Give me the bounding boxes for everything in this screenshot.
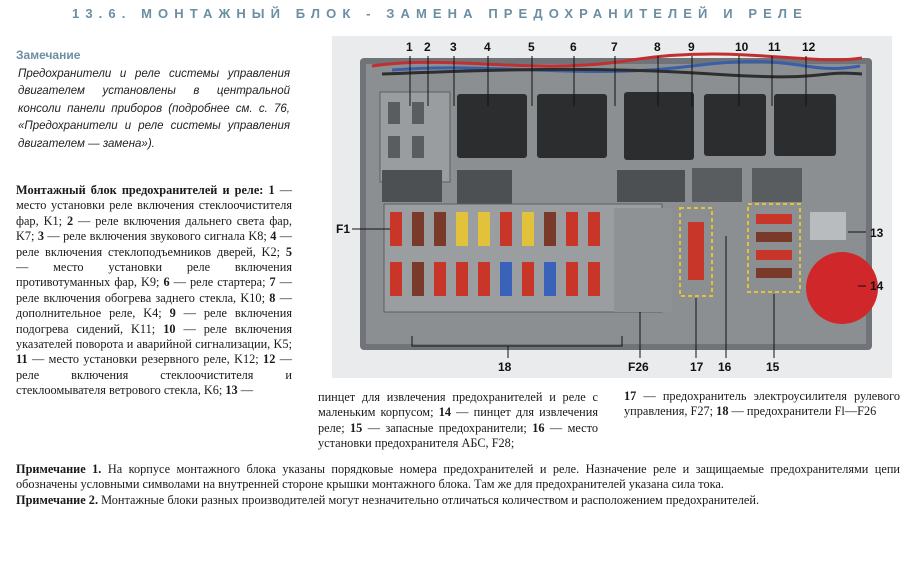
label-f1: F1	[336, 222, 351, 236]
label-f26: F26	[628, 360, 649, 374]
caption-item-2: 2 — реле включения дальнего света фар, K7;	[16, 213, 292, 244]
relay-6	[537, 94, 607, 158]
caption-column-1	[16, 183, 292, 399]
fuse-bottom-8	[544, 262, 556, 296]
label-17: 17	[690, 360, 704, 374]
caption-item-13-num: 13 —	[225, 383, 254, 398]
fuse-top-5	[478, 212, 490, 246]
label-13: 13	[870, 226, 884, 240]
caption-title: Монтажный блок предохранителей и реле:	[16, 183, 264, 197]
section-header: 13.6. МОНТАЖНЫЙ БЛОК - ЗАМЕНА ПРЕДОХРАНИТЕЛЕЙ И РЕЛЕ	[72, 6, 808, 21]
label-6: 6	[570, 40, 577, 54]
label-12: 12	[802, 40, 816, 54]
note-1: Примечание 1. На корпусе монтажного блока указаны порядковые номера предохранителей и реле. Назначение реле и защищаемые предохранителями цепи обозначены условными символами на внутренней стороне крышки монтажного блока. Там же для предохранителей указана сила тока.	[16, 462, 901, 492]
relay-3-block	[382, 170, 442, 202]
caption-item-8: 8 — дополнительное реле, K4;	[16, 290, 293, 321]
label-10: 10	[735, 40, 749, 54]
fuse-top-2	[412, 212, 424, 246]
fuse-top-9	[566, 212, 578, 246]
label-4: 4	[484, 40, 491, 54]
label-18: 18	[498, 360, 512, 374]
tweezers-13	[810, 212, 846, 240]
fuse-top-6	[500, 212, 512, 246]
label-3: 3	[450, 40, 457, 54]
label-7: 7	[611, 40, 618, 54]
fuse-bottom-9	[566, 262, 578, 296]
caption-item-15: 15 — запасные предохранители;	[350, 420, 527, 435]
tweezers-14	[806, 252, 878, 324]
fuse-top-8	[544, 212, 556, 246]
fuse-top-3	[434, 212, 446, 246]
caption-item-14: 14 — пинцет для извлечения реле;	[318, 405, 599, 435]
caption-item-18: 18 — предохранители Fl—F26	[716, 404, 877, 419]
caption-item-1: 1 — место установки реле включения стеклоочистителя фар, K1;	[16, 183, 293, 228]
note-body: Предохранители и реле системы управления двигателем установлены в центральной консоли панели приборов (подробнее см. с. 76, «Предохранители и реле системы управления двигателем — замена»).	[18, 68, 290, 150]
label-16: 16	[718, 360, 732, 374]
fuse-top-10	[588, 212, 600, 246]
caption-item-7: 7 — реле включения обогрева заднего стекла, K10;	[16, 275, 293, 305]
note-title: Замечание	[16, 48, 81, 62]
fuse-bottom-4	[456, 262, 468, 296]
relay-12	[774, 94, 836, 156]
caption-item-13-text: пинцет для извлечения предохранителей и реле с маленьким корпусом;	[318, 390, 598, 420]
relay-10	[704, 94, 766, 156]
caption-item-3: 3 — реле включения звукового сигнала K8;	[37, 229, 267, 244]
fuse-box-illustration	[332, 36, 892, 378]
relay-4	[457, 94, 527, 158]
label-9: 9	[688, 40, 695, 54]
caption-item-17: 17 — предохранитель электроусилителя рулевого управления, F27;	[624, 389, 900, 419]
relay-8	[624, 92, 694, 160]
caption-item-10: 10 — реле включения указателей поворота и аварийной сигнализации, K5;	[16, 321, 293, 352]
label-1: 1	[406, 40, 413, 54]
label-8: 8	[654, 40, 661, 54]
fuse-bottom-10	[588, 262, 600, 296]
fuse-bottom-2	[412, 262, 424, 296]
caption-column-3	[624, 389, 900, 420]
caption-item-9: 9 — реле включения подогрева сидений, K11;	[16, 306, 292, 336]
caption-item-6: 6 — реле стартера;	[163, 275, 266, 290]
label-14: 14	[870, 279, 884, 293]
caption-column-2	[318, 390, 598, 452]
notes-block	[16, 462, 900, 508]
caption-item-11: 11 — место установки резервного реле, K12;	[16, 352, 259, 367]
fuse-bottom-6	[500, 262, 512, 296]
fuse-f27	[688, 222, 704, 280]
label-5: 5	[528, 40, 535, 54]
fuse-bottom-1	[390, 262, 402, 296]
caption-item-12: 12 — реле включения стеклоочистителя и стеклоомывателя ветрового стекла, K6;	[16, 352, 293, 398]
label-2: 2	[424, 40, 431, 54]
caption-item-5: 5 — место установки реле включения противотуманных фар, K9;	[16, 244, 292, 290]
fuse-bottom-7	[522, 262, 534, 296]
fuse-top-7	[522, 212, 534, 246]
fuse-bottom-5	[478, 262, 490, 296]
caption-item-4: 4 — реле включения стеклоподъемников дверей, K2;	[16, 229, 293, 259]
fuse-top-4	[456, 212, 468, 246]
fuse-top-1	[390, 212, 402, 246]
label-15: 15	[766, 360, 780, 374]
caption-item-16-start: 16 — место установки предохранителя АБС, F28;	[318, 420, 598, 451]
label-11: 11	[768, 40, 781, 54]
fuse-box-photo	[332, 36, 892, 378]
fuse-bottom-3	[434, 262, 446, 296]
note-2: Примечание 2. Монтажные блоки разных производителей могут незначительно отличаться количеством и расположением предохранителей.	[16, 492, 760, 507]
